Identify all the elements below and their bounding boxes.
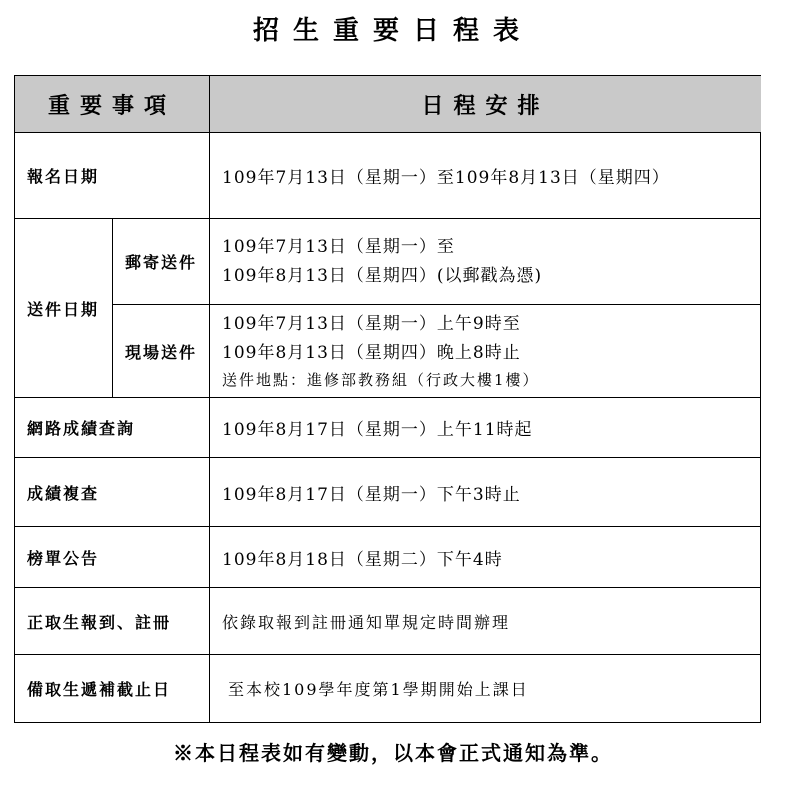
waitlist-value: 至本校109學年度第1學期開始上課日 — [228, 680, 529, 699]
online-query-value: 109年8月17日（星期一）上午11時起 — [210, 398, 761, 458]
waitlist-label: 備取生遞補截止日 — [15, 655, 210, 722]
mail-value — [210, 219, 761, 305]
mail-line-1: 109年7月13日（星期一）至 — [222, 236, 455, 257]
footnote: ※本日程表如有變動，以本會正式通知為準。 — [173, 741, 613, 765]
submission-label: 送件日期 — [15, 219, 113, 398]
announcement-value: 109年8月18日（星期二）下午4時 — [210, 527, 761, 588]
announcement-label: 榜單公告 — [15, 527, 210, 588]
mail-label: 郵寄送件 — [113, 219, 210, 305]
registration-value: 109年7月13日（星期一）至109年8月13日（星期四） — [210, 133, 761, 219]
schedule-table — [14, 75, 761, 723]
onsite-label: 現場送件 — [113, 305, 210, 398]
regrade-value: 109年8月17日（星期一）下午3時止 — [210, 458, 761, 527]
registration-label: 報名日期 — [15, 133, 210, 219]
enrollment-label: 正取生報到、註冊 — [15, 588, 210, 655]
header-schedule: 日程安排 — [210, 76, 761, 133]
onsite-location: 送件地點：進修部教務組（行政大樓1樓） — [222, 371, 540, 389]
mail-line-2: 109年8月13日（星期四）(以郵戳為憑) — [222, 265, 543, 286]
onsite-line-2: 109年8月13日（星期四）晚上8時止 — [222, 343, 521, 363]
regrade-label: 成績複查 — [15, 458, 210, 527]
header-item: 重要事項 — [15, 76, 210, 133]
enrollment-value: 依錄取報到註冊通知單規定時間辦理 — [210, 588, 761, 655]
onsite-line-1: 109年7月13日（星期一）上午9時至 — [222, 314, 521, 334]
page-title: 招生重要日程表 — [252, 16, 533, 46]
onsite-value — [210, 305, 761, 398]
online-query-label: 網路成績查詢 — [15, 398, 210, 458]
